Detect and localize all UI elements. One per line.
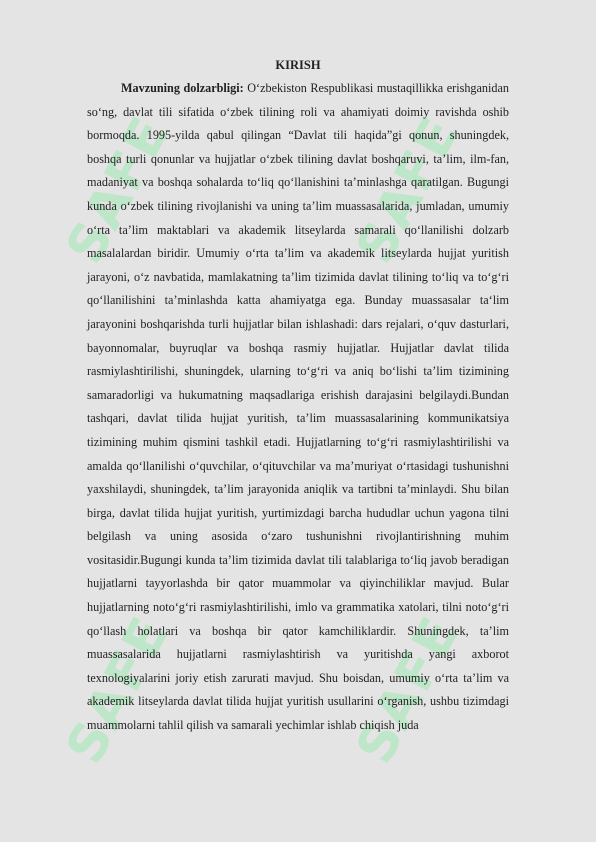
body-paragraph [87,77,509,738]
page-title: KIRISH [275,58,321,72]
document-body [87,56,509,738]
lead-heading: Mavzuning dolzarbligi: [121,81,244,95]
watermark: SAFE [55,606,182,774]
watermark: SAFE [345,606,472,774]
paragraph-text: O‘zbekiston Respublikasi mustaqillikka erishganidan so‘ng, davlat tili sifatida o‘zbek tilining roli va ahamiyati doimiy ravishda oshib bormoqda. 1995-yilda qabul qilingan “Davlat tili haqida”gi qonun, shuningdek, boshqa turli qonunlar va hujjatlar o‘zbek tilining davlat boshqaruvi, ta’lim, ilm-fan, madaniyat va boshqa sohalarda to‘liq qo‘llanishini ta’minlashga qaratilgan. Bugungi kunda o‘zbek tilining rivojlanishi va uning ta’lim muassasalarida, jumladan, umumiy o‘rta ta’lim maktablari va akademik litseylarda samarali qo‘llanilishi dolzarb masalalardan biridir. Umumiy o‘rta ta’lim va akademik litseylarda hujjat yuritish jarayoni, o‘z navbatida, mamlakatning ta’lim tizimida davlat tilining to‘liq va to‘g‘ri qo‘llanilishini ta’minlashda katta ahamiyatga ega. Bunday muassasalar ta‘lim jarayonini boshqarishda turli hujjatlar bilan ishlashadi: dars rejalari, o‘quv dasturlari, bayonnomalar, buyruqlar va boshqa rasmiy hujjatlar. Hujjatlar davlat tilida rasmiylashtirilishi, shuningdek, ularning to‘g‘ri va aniq bo‘lishi ta’lim tizimining samaradorligi va hukumatning maqsadlariga erishish darajasini belgilaydi.Bundan tashqari, davlat tilida hujjat yuritish, ta’lim muassasalarining kommunikatsiya tizimining muhim qismini tashkil etadi. Hujjatlarning to‘g‘ri rasmiylashtirilishi va amalda qo‘llanilishi o‘quvchilar, o‘qituvchilar va ma’muriyat o‘rtasidagi tushunishni yaxshilaydi, shuningdek, ta’lim jarayonida aniqlik va tartibni ta’minlaydi. Shu bilan birga, davlat tilida hujjat yuritish, yurtimizdagi barcha hududlar uchun yagona tilni belgilash va uning asosida o‘zaro tushunishni rivojlantirishning muhim vositasidir.Bugungi kunda ta’lim tizimida davlat tili talablariga to‘liq javob beradigan hujjatlarni tayyorlashda bir qator muammolar va qiyinchiliklar mavjud. Bular hujjatlarning noto‘g‘ri rasmiylashtirilishi, imlo va grammatika xatolari, tilni noto‘g‘ri qo‘llash holatlari va boshqa bir qator kamchiliklardir. Shuningdek, ta’lim muassasalarida hujjatlarni rasmiylashtirish va yuritishda yangi axborot texnologiyalarini joriy etish zarurati mavjud. Shu boisdan, umumiy o‘rta ta’lim va akademik litseylarda davlat tilida hujjat yuritish usullarini o‘rganish, ushbu tizimdagi muammolarni tahlil qilish va samarali yechimlar ishlab chiqish juda [87,81,509,733]
watermark: SAFE [345,106,472,274]
watermark: SAFE [55,106,182,274]
